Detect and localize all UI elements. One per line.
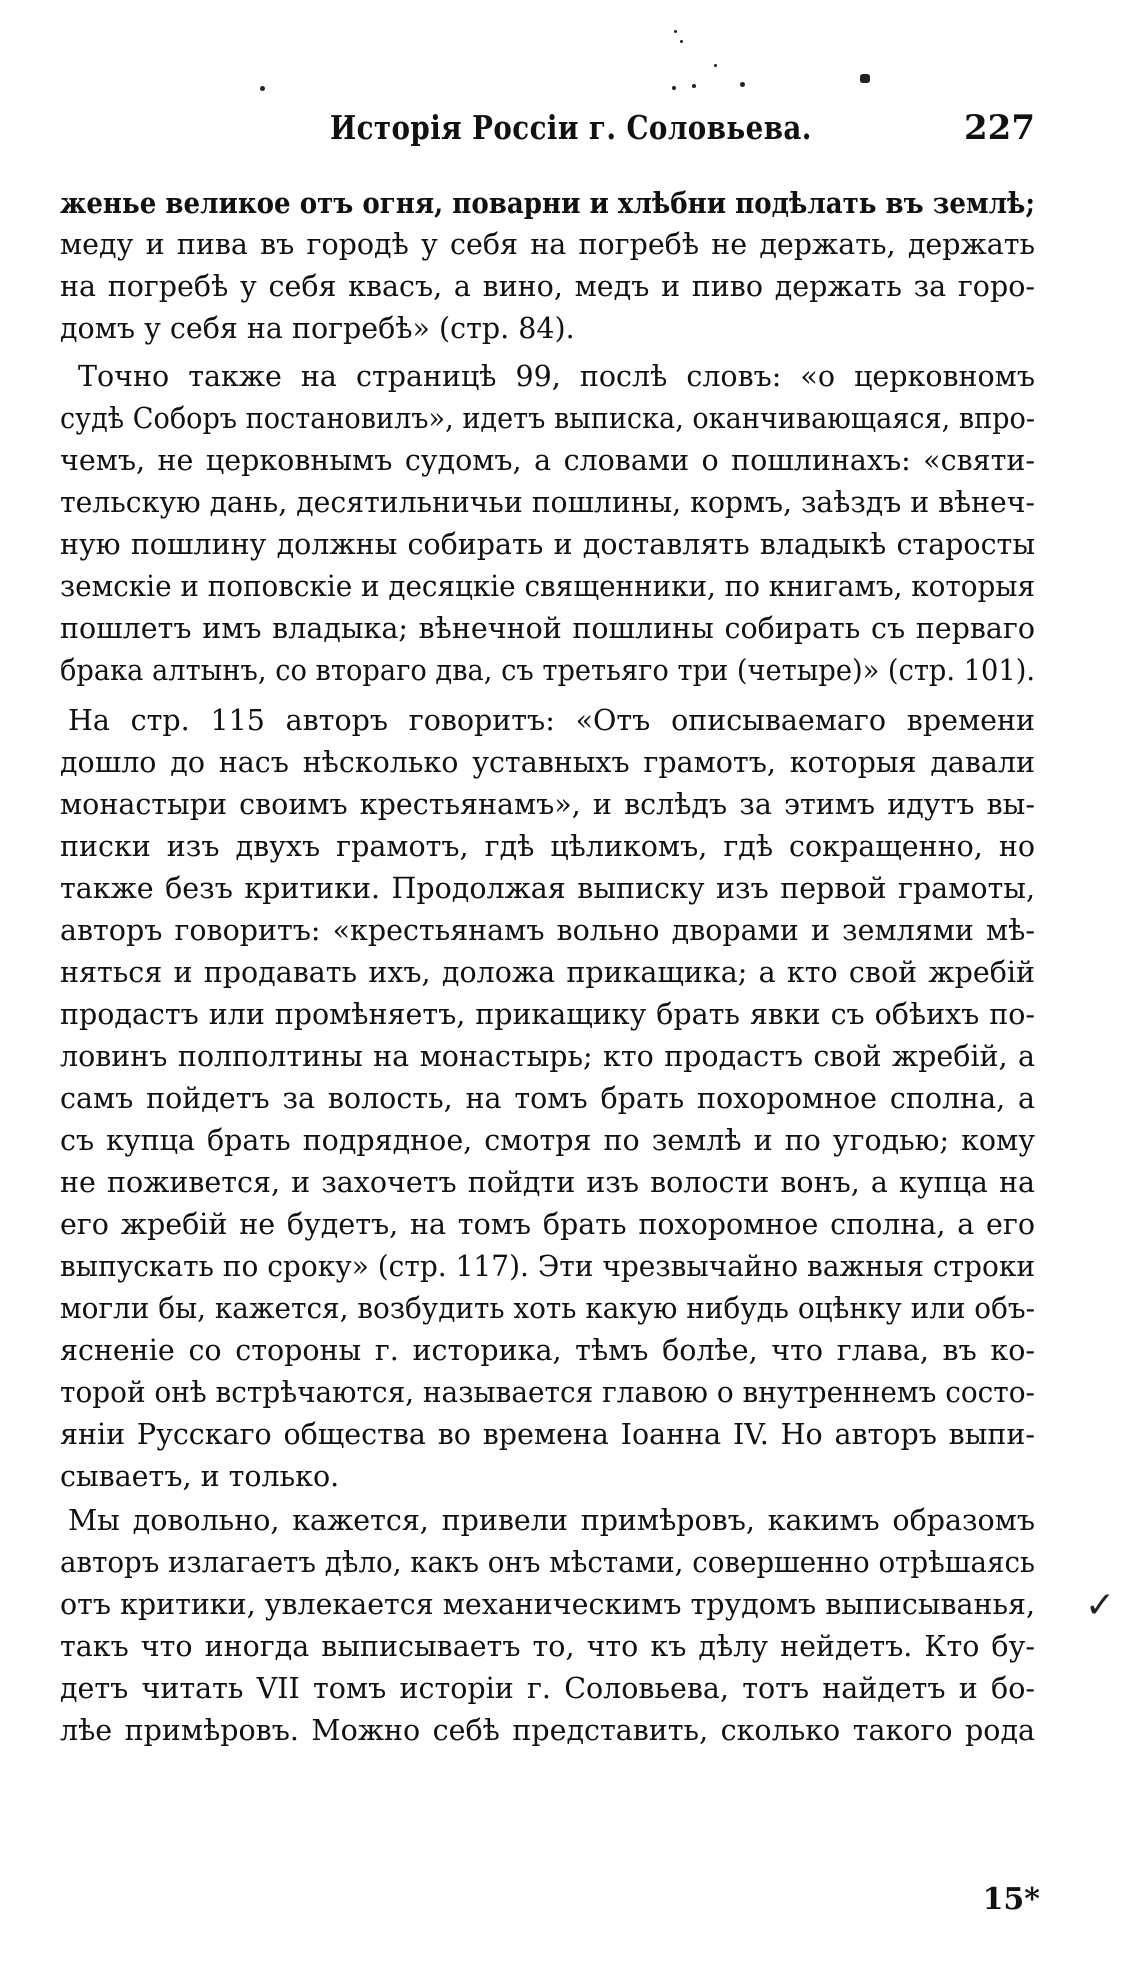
text-line: домъ у себя на погребѣ» (стр. 84). — [60, 312, 575, 345]
text-line: продастъ или промѣняетъ, прикащику брать явки съ обѣихъ по- — [60, 998, 1035, 1031]
text-line: самъ пойдетъ за волость, на томъ брать похоромное сполна, а — [60, 1082, 1035, 1115]
scan-speck — [680, 40, 683, 43]
text-line: писки изъ двухъ грамотъ, гдѣ цѣликомъ, гдѣ сокращенно, но — [60, 830, 1035, 863]
scan-speck — [740, 82, 745, 87]
text-line: меду и пива въ городѣ у себя на погребѣ не держать, держать — [60, 228, 1035, 261]
text-line: женье великое отъ огня, поварни и хлѣбни подѣлать въ землѣ; — [60, 186, 1035, 220]
text-line: ясненіе со стороны г. историка, тѣмъ болѣе, что глава, въ ко- — [60, 1334, 1035, 1367]
text-line: Точно также на страницѣ 99, послѣ словъ: «о церковномъ — [78, 360, 1035, 393]
text-line: пошлетъ имъ владыка; вѣнечной пошлины собирать съ перваго — [60, 612, 1035, 645]
page-header — [75, 108, 1035, 158]
text-line: детъ читать VII томъ исторіи г. Соловьева, тотъ найдетъ и бо- — [60, 1672, 1035, 1705]
text-line: съ купца брать подрядное, смотря по землѣ и по угодью; кому — [60, 1124, 1035, 1157]
text-line: сываетъ, и только. — [60, 1460, 340, 1493]
scan-speck — [672, 86, 676, 90]
text-line: дошло до насъ нѣсколько уставныхъ грамотъ, которыя давали — [60, 746, 1035, 779]
text-line: судѣ Соборъ постановилъ», идетъ выписка, оканчивающаяся, впро- — [60, 402, 1035, 435]
text-line: ную пошлину должны собирать и доставлять владыкѣ старосты — [60, 528, 1035, 561]
paragraph-4 — [60, 1500, 1035, 1752]
text-line: Мы довольно, кажется, привели примѣровъ, какимъ образомъ — [68, 1504, 1035, 1537]
scan-speck — [860, 74, 870, 83]
text-line: выпускать по сроку» (стр. 117). Эти чрезвычайно важныя строки — [60, 1250, 1035, 1283]
signature-mark: 15* — [982, 1882, 1040, 1917]
text-line: брака алтынъ, со втораго два, съ третьяго три (четыре)» (стр. 101). — [60, 654, 1035, 687]
text-line: авторъ говоритъ: «крестьянамъ вольно дворами и землями мѣ- — [60, 914, 1035, 947]
text-line: На стр. 115 авторъ говоритъ: «Отъ описываемаго времени — [68, 704, 1035, 737]
text-line: торой онѣ встрѣчаются, называется главою о внутреннемъ состо- — [60, 1376, 1035, 1409]
text-line: его жребій не будетъ, на томъ брать похоромное сполна, а его — [60, 1208, 1035, 1241]
text-line: могли бы, кажется, возбудить хоть какую нибудь оцѣнку или объ- — [60, 1292, 1035, 1325]
text-line: также безъ критики. Продолжая выписку изъ первой грамоты, — [60, 872, 1035, 905]
text-line: чемъ, не церковнымъ судомъ, а словами о пошлинахъ: «святи- — [60, 444, 1035, 477]
running-title: Исторія Россіи г. Соловьева. — [330, 108, 812, 147]
paragraph-3 — [60, 700, 1035, 1498]
scan-speck — [674, 30, 677, 33]
text-line: лѣе примѣровъ. Можно себѣ представить, сколько такого рода — [60, 1714, 1035, 1747]
paragraph-1 — [60, 182, 1035, 350]
text-line: земскіе и поповскіе и десяцкіе священники, по книгамъ, которыя — [60, 570, 1035, 603]
text-line: монастыри своимъ крестьянамъ», и вслѣдъ за этимъ идутъ вы- — [60, 788, 1035, 821]
text-line: тельскую дань, десятильничьи пошлины, кормъ, заѣздъ и вѣнеч- — [60, 486, 1035, 519]
text-line: на погребѣ у себя квасъ, а вино, медъ и пиво держать за горо- — [60, 270, 1035, 303]
text-line: не поживется, и захочетъ пойдти изъ волости вонъ, а купца на — [60, 1166, 1035, 1199]
text-line: яніи Русскаго общества во времена Іоанна IV. Но авторъ выпи- — [60, 1418, 1035, 1451]
scan-speck — [260, 86, 265, 91]
text-line: няться и продавать ихъ, доложа прикащика; а кто свой жребій — [60, 956, 1035, 989]
page-number: 227 — [964, 108, 1035, 148]
text-line: отъ критики, увлекается механическимъ трудомъ выписыванья, — [60, 1588, 1035, 1621]
paragraph-2 — [60, 356, 1035, 692]
scan-speck — [714, 64, 717, 67]
text-line: ловинъ полполтины на монастырь; кто продастъ свой жребій, а — [60, 1040, 1035, 1073]
checkmark-icon: ✓ — [1085, 1585, 1116, 1626]
scan-speck — [692, 84, 696, 88]
text-line: авторъ излагаетъ дѣло, какъ онъ мѣстами, совершенно отрѣшаясь — [60, 1546, 1035, 1579]
text-line: такъ что иногда выписываетъ то, что къ дѣлу нейдетъ. Кто бу- — [60, 1630, 1035, 1663]
